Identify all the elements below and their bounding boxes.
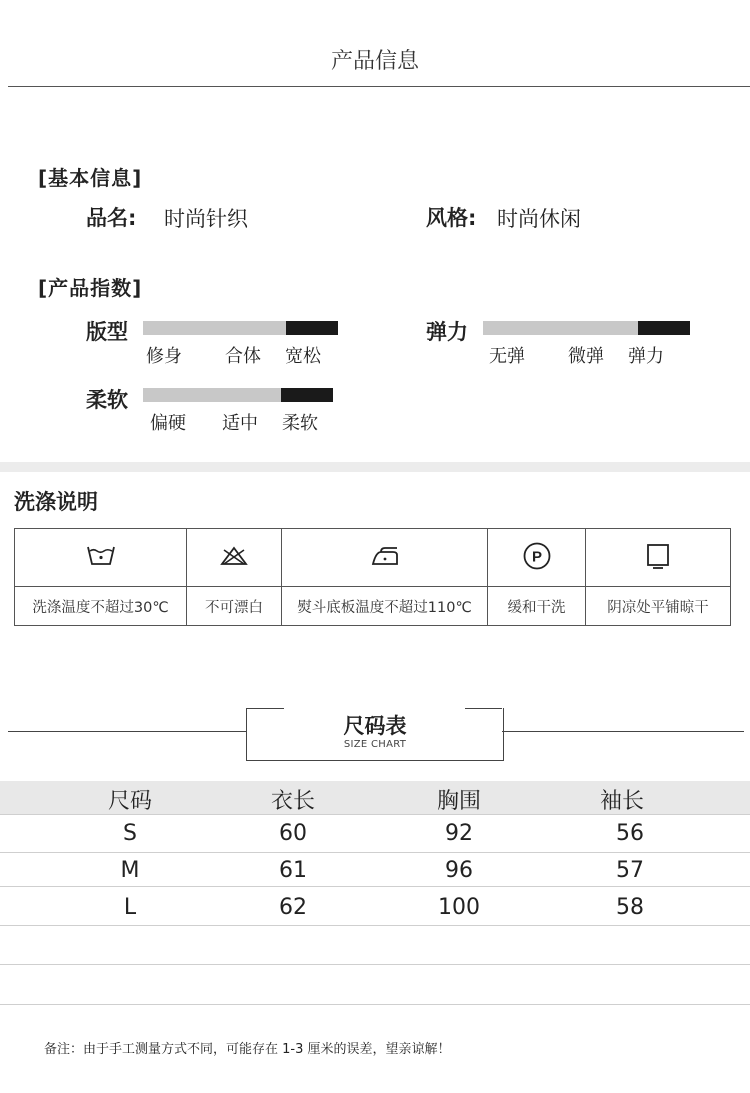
elasticity-label: 弹力 (426, 320, 468, 344)
care-cell-iron (282, 529, 488, 587)
size-row-m-size: M (120, 858, 140, 883)
size-chart-frame-top-right (465, 708, 502, 709)
wash-30-icon (86, 544, 116, 568)
fit-scale-mid: 合体 (225, 346, 261, 367)
size-row-l-length: 62 (279, 895, 307, 920)
softness-scale-mid: 适中 (222, 413, 258, 434)
care-cell-bleach (187, 529, 282, 587)
size-table-divider (0, 852, 750, 853)
care-cell-dryclean (488, 529, 586, 587)
header-divider (8, 86, 750, 87)
size-table-divider (0, 886, 750, 887)
style-label: 风格: (426, 206, 477, 230)
care-label-bleach: 不可漂白 (187, 587, 282, 626)
size-col-header-sleeve: 袖长 (599, 789, 644, 814)
product-name-value: 时尚针织 (164, 207, 248, 231)
size-row-l-sleeve: 58 (616, 895, 644, 920)
care-instructions-title: 洗涤说明 (14, 490, 98, 514)
care-cell-dry (586, 529, 731, 587)
fit-meter (143, 321, 338, 335)
elasticity-meter (483, 321, 690, 335)
size-row-s-chest: 92 (445, 821, 473, 846)
softness-scale-low: 偏硬 (150, 413, 186, 434)
size-chart-rule-left (8, 731, 246, 732)
care-label-iron: 熨斗底板温度不超过110℃ (282, 587, 488, 626)
elasticity-scale-high: 弹力 (628, 346, 664, 367)
size-row-l-size: L (123, 895, 137, 920)
size-row-m-chest: 96 (445, 858, 473, 883)
size-table-divider (0, 964, 750, 965)
indicators-heading: [产品指数] (38, 276, 143, 300)
care-table (14, 528, 731, 626)
softness-label: 柔软 (86, 388, 128, 412)
iron-icon (369, 545, 401, 567)
size-table-divider (0, 814, 750, 815)
softness-meter-fill (281, 388, 333, 402)
softness-scale-high: 柔软 (282, 413, 318, 434)
section-separator-band (0, 462, 750, 472)
dry-clean-p-icon (522, 541, 552, 571)
elasticity-scale-mid: 微弹 (568, 346, 604, 367)
size-table-divider (0, 1004, 750, 1005)
elasticity-scale-low: 无弹 (489, 346, 525, 367)
no-bleach-icon (219, 545, 249, 567)
elasticity-meter-fill (638, 321, 690, 335)
dry-clean-symbol: P (531, 548, 542, 565)
size-row-s-size: S (123, 821, 137, 846)
size-row-s-sleeve: 56 (616, 821, 644, 846)
dry-flat-shade-icon (644, 542, 672, 570)
fit-scale-high: 宽松 (285, 346, 321, 367)
size-row-l-chest: 100 (438, 895, 480, 920)
size-col-header-length: 衣长 (270, 789, 315, 814)
size-chart-frame-top-left (246, 708, 284, 709)
size-chart-rule-right (502, 731, 744, 732)
size-row-m-length: 61 (279, 858, 307, 883)
measurement-note: 备注：由于手工测量方式不同，可能存在 1-3 厘米的误差，望亲谅解！ (44, 1042, 451, 1057)
size-row-s-length: 60 (279, 821, 307, 846)
fit-meter-fill (286, 321, 338, 335)
style-value: 时尚休闲 (497, 207, 581, 231)
size-col-header-chest: 胸围 (436, 789, 481, 814)
fit-scale-low: 修身 (146, 346, 182, 367)
size-chart-subtitle: SIZE CHART (343, 739, 407, 750)
fit-label: 版型 (86, 320, 128, 344)
softness-meter (143, 388, 333, 402)
product-name-label: 品名: (86, 206, 137, 230)
size-col-header-size: 尺码 (107, 789, 152, 814)
size-row-m-sleeve: 57 (616, 858, 644, 883)
care-label-wash: 洗涤温度不超过30℃ (15, 587, 187, 626)
care-cell-wash (15, 529, 187, 587)
size-table-divider (0, 925, 750, 926)
page-title: 产品信息 (330, 49, 419, 74)
size-chart-title: 尺码表 (343, 714, 407, 738)
care-label-dryclean: 缓和干洗 (488, 587, 586, 626)
care-label-dry: 阴凉处平铺晾干 (586, 587, 731, 626)
basic-info-heading: [基本信息] (38, 166, 143, 190)
